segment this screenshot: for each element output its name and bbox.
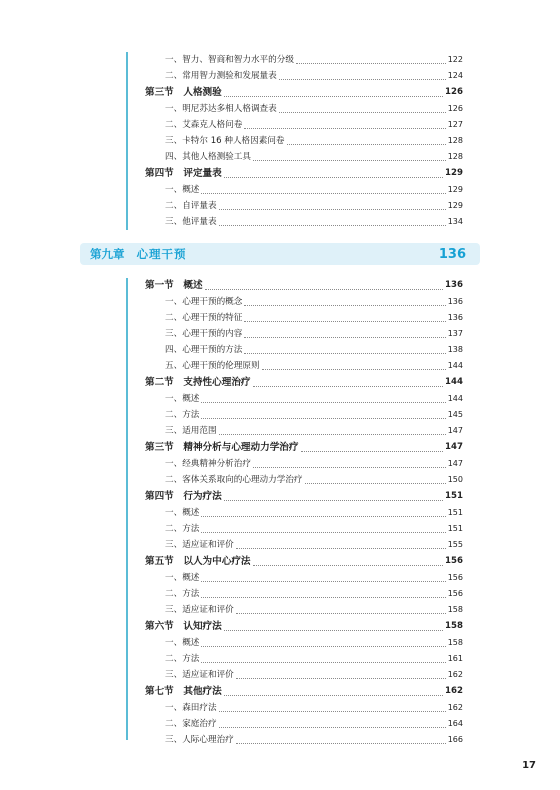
toc-item-row[interactable] xyxy=(145,149,463,165)
dot-leader xyxy=(236,613,446,614)
toc-entry-label: 三、卡特尔 16 种人格因素问卷 xyxy=(165,136,285,146)
toc-entry-label: 二、方法 xyxy=(165,524,200,534)
toc-section-row[interactable] xyxy=(145,165,463,182)
toc-item-row[interactable] xyxy=(145,602,463,618)
dot-leader xyxy=(279,112,446,113)
toc-entry-page: 151 xyxy=(447,508,463,517)
toc-entry-page: 129 xyxy=(447,185,463,194)
toc-list-bottom xyxy=(145,277,463,748)
toc-entry-label: 第六节 认知疗法 xyxy=(145,621,222,632)
toc-section-row[interactable] xyxy=(145,553,463,570)
dot-leader xyxy=(244,128,445,129)
toc-entry-label: 第一节 概述 xyxy=(145,280,203,291)
toc-entry-label: 一、经典精神分析治疗 xyxy=(165,459,251,469)
toc-section-row[interactable] xyxy=(145,439,463,456)
toc-entry-page: 147 xyxy=(447,459,463,468)
toc-item-row[interactable] xyxy=(145,586,463,602)
page-number: 17 xyxy=(522,760,536,771)
toc-entry-page: 151 xyxy=(445,491,463,501)
toc-item-row[interactable] xyxy=(145,198,463,214)
dot-leader xyxy=(224,500,443,501)
toc-entry-label: 三、适应证和评价 xyxy=(165,605,234,615)
dot-leader xyxy=(219,727,446,728)
toc-item-row[interactable] xyxy=(145,391,463,407)
toc-item-row[interactable] xyxy=(145,182,463,198)
toc-entry-label: 三、适应证和评价 xyxy=(165,540,234,550)
dot-leader xyxy=(201,646,445,647)
dot-leader xyxy=(201,581,445,582)
left-rule-top xyxy=(126,52,128,230)
toc-entry-label: 一、概述 xyxy=(165,573,200,583)
dot-leader xyxy=(224,695,443,696)
toc-entry-page: 155 xyxy=(447,540,463,549)
dot-leader xyxy=(219,434,446,435)
toc-entry-label: 二、客体关系取向的心理动力学治疗 xyxy=(165,475,303,485)
dot-leader xyxy=(244,321,445,322)
toc-entry-label: 二、心理干预的特征 xyxy=(165,313,243,323)
toc-entry-page: 128 xyxy=(447,136,463,145)
toc-entry-label: 一、心理干预的概念 xyxy=(165,297,243,307)
toc-entry-page: 144 xyxy=(447,361,463,370)
dot-leader xyxy=(201,597,445,598)
chapter-title: 心理干预 xyxy=(136,247,187,261)
toc-entry-page: 158 xyxy=(447,638,463,647)
toc-item-row[interactable] xyxy=(145,358,463,374)
toc-entry-page: 147 xyxy=(447,426,463,435)
toc-entry-label: 一、概述 xyxy=(165,508,200,518)
toc-section-row[interactable] xyxy=(145,488,463,505)
toc-item-row[interactable] xyxy=(145,505,463,521)
dot-leader xyxy=(244,353,445,354)
dot-leader xyxy=(236,743,446,744)
toc-entry-page: 164 xyxy=(447,719,463,728)
toc-entry-label: 第四节 行为疗法 xyxy=(145,491,222,502)
dot-leader xyxy=(253,565,444,566)
toc-entry-label: 三、适应证和评价 xyxy=(165,670,234,680)
toc-item-row[interactable] xyxy=(145,214,463,230)
dot-leader xyxy=(305,483,446,484)
toc-entry-page: 156 xyxy=(445,556,463,566)
toc-entry-page: 138 xyxy=(447,345,463,354)
toc-entry-label: 二、方法 xyxy=(165,654,200,664)
dot-leader xyxy=(224,630,443,631)
toc-entry-label: 第四节 评定量表 xyxy=(145,168,222,179)
toc-item-row[interactable] xyxy=(145,651,463,667)
dot-leader xyxy=(219,225,446,226)
chapter-number: 第九章 xyxy=(90,247,125,261)
toc-item-row[interactable] xyxy=(145,68,463,84)
toc-item-row[interactable] xyxy=(145,117,463,133)
toc-entry-page: 136 xyxy=(445,280,463,290)
toc-section-row[interactable] xyxy=(145,277,463,294)
toc-item-row[interactable] xyxy=(145,570,463,586)
toc-section-row[interactable] xyxy=(145,374,463,391)
toc-item-row[interactable] xyxy=(145,133,463,149)
toc-entry-label: 第三节 人格测验 xyxy=(145,87,222,98)
toc-entry-label: 一、概述 xyxy=(165,394,200,404)
toc-entry-label: 三、他评量表 xyxy=(165,217,217,227)
dot-leader xyxy=(301,451,444,452)
toc-entry-page: 144 xyxy=(447,394,463,403)
dot-leader xyxy=(201,662,445,663)
toc-item-row[interactable] xyxy=(145,310,463,326)
toc-entry-label: 一、明尼苏达多相人格调查表 xyxy=(165,104,277,114)
toc-entry-page: 128 xyxy=(447,152,463,161)
toc-entry-label: 三、心理干预的内容 xyxy=(165,329,243,339)
toc-entry-page: 134 xyxy=(447,217,463,226)
toc-entry-page: 161 xyxy=(447,654,463,663)
toc-section-row[interactable] xyxy=(145,683,463,700)
dot-leader xyxy=(253,467,446,468)
toc-entry-page: 158 xyxy=(445,621,463,631)
toc-entry-page: 136 xyxy=(447,297,463,306)
toc-entry-page: 129 xyxy=(445,168,463,178)
toc-item-row[interactable] xyxy=(145,700,463,716)
chapter-page: 136 xyxy=(438,246,466,262)
chapter-heading[interactable] xyxy=(80,243,480,265)
dot-leader xyxy=(201,532,445,533)
dot-leader xyxy=(201,418,445,419)
dot-leader xyxy=(201,516,445,517)
toc-entry-page: 162 xyxy=(445,686,463,696)
dot-leader xyxy=(201,193,445,194)
toc-item-row[interactable] xyxy=(145,716,463,732)
toc-entry-label: 二、自评量表 xyxy=(165,201,217,211)
toc-entry-label: 三、人际心理治疗 xyxy=(165,735,234,745)
dot-leader xyxy=(219,209,446,210)
toc-entry-page: 166 xyxy=(447,735,463,744)
toc-item-row[interactable] xyxy=(145,52,463,68)
toc-item-row[interactable] xyxy=(145,537,463,553)
toc-entry-label: 五、心理干预的伦理原则 xyxy=(165,361,260,371)
toc-entry-label: 一、概述 xyxy=(165,638,200,648)
toc-entry-page: 156 xyxy=(447,589,463,598)
toc-entry-page: 158 xyxy=(447,605,463,614)
toc-section-row[interactable] xyxy=(145,84,463,101)
dot-leader xyxy=(201,402,445,403)
toc-item-row[interactable] xyxy=(145,342,463,358)
toc-entry-label: 第三节 精神分析与心理动力学治疗 xyxy=(145,442,299,453)
toc-entry-page: 122 xyxy=(447,55,463,64)
toc-section-row[interactable] xyxy=(145,618,463,635)
dot-leader xyxy=(205,289,443,290)
toc-entry-label: 二、家庭治疗 xyxy=(165,719,217,729)
dot-leader xyxy=(296,63,446,64)
toc-entry-page: 162 xyxy=(447,703,463,712)
left-rule-bottom xyxy=(126,278,128,740)
toc-entry-label: 四、其他人格测验工具 xyxy=(165,152,251,162)
toc-entry-page: 144 xyxy=(445,377,463,387)
toc-entry-label: 二、方法 xyxy=(165,410,200,420)
toc-entry-page: 150 xyxy=(447,475,463,484)
toc-entry-label: 第五节 以人为中心疗法 xyxy=(145,556,251,567)
toc-entry-label: 第七节 其他疗法 xyxy=(145,686,222,697)
dot-leader xyxy=(224,96,443,97)
toc-entry-label: 四、心理干预的方法 xyxy=(165,345,243,355)
dot-leader xyxy=(262,369,446,370)
toc-entry-page: 145 xyxy=(447,410,463,419)
dot-leader xyxy=(253,386,444,387)
dot-leader xyxy=(244,305,445,306)
toc-item-row[interactable] xyxy=(145,667,463,683)
toc-item-row[interactable] xyxy=(145,456,463,472)
toc-entry-label: 三、适用范围 xyxy=(165,426,217,436)
toc-entry-label: 一、概述 xyxy=(165,185,200,195)
toc-entry-page: 129 xyxy=(447,201,463,210)
toc-item-row[interactable] xyxy=(145,423,463,439)
toc-entry-label: 第二节 支持性心理治疗 xyxy=(145,377,251,388)
dot-leader xyxy=(236,678,446,679)
toc-item-row[interactable] xyxy=(145,732,463,748)
dot-leader xyxy=(279,79,446,80)
toc-entry-label: 二、艾森克人格问卷 xyxy=(165,120,243,130)
toc-entry-label: 二、方法 xyxy=(165,589,200,599)
toc-entry-page: 126 xyxy=(447,104,463,113)
dot-leader xyxy=(287,144,446,145)
toc-list-top xyxy=(145,52,463,230)
toc-item-row[interactable] xyxy=(145,635,463,651)
dot-leader xyxy=(219,711,446,712)
toc-item-row[interactable] xyxy=(145,407,463,423)
toc-entry-page: 126 xyxy=(445,87,463,97)
toc-item-row[interactable] xyxy=(145,326,463,342)
toc-entry-page: 127 xyxy=(447,120,463,129)
toc-entry-page: 147 xyxy=(445,442,463,452)
toc-item-row[interactable] xyxy=(145,294,463,310)
toc-entry-label: 二、常用智力测验和发展量表 xyxy=(165,71,277,81)
toc-item-row[interactable] xyxy=(145,521,463,537)
toc-entry-page: 124 xyxy=(447,71,463,80)
toc-entry-page: 136 xyxy=(447,313,463,322)
toc-entry-page: 162 xyxy=(447,670,463,679)
dot-leader xyxy=(244,337,445,338)
toc-item-row[interactable] xyxy=(145,101,463,117)
toc-entry-page: 151 xyxy=(447,524,463,533)
toc-entry-label: 一、森田疗法 xyxy=(165,703,217,713)
toc-item-row[interactable] xyxy=(145,472,463,488)
toc-entry-page: 156 xyxy=(447,573,463,582)
toc-entry-label: 一、智力、智商和智力水平的分级 xyxy=(165,55,294,65)
dot-leader xyxy=(253,160,446,161)
toc-entry-page: 137 xyxy=(447,329,463,338)
dot-leader xyxy=(236,548,446,549)
dot-leader xyxy=(224,177,443,178)
